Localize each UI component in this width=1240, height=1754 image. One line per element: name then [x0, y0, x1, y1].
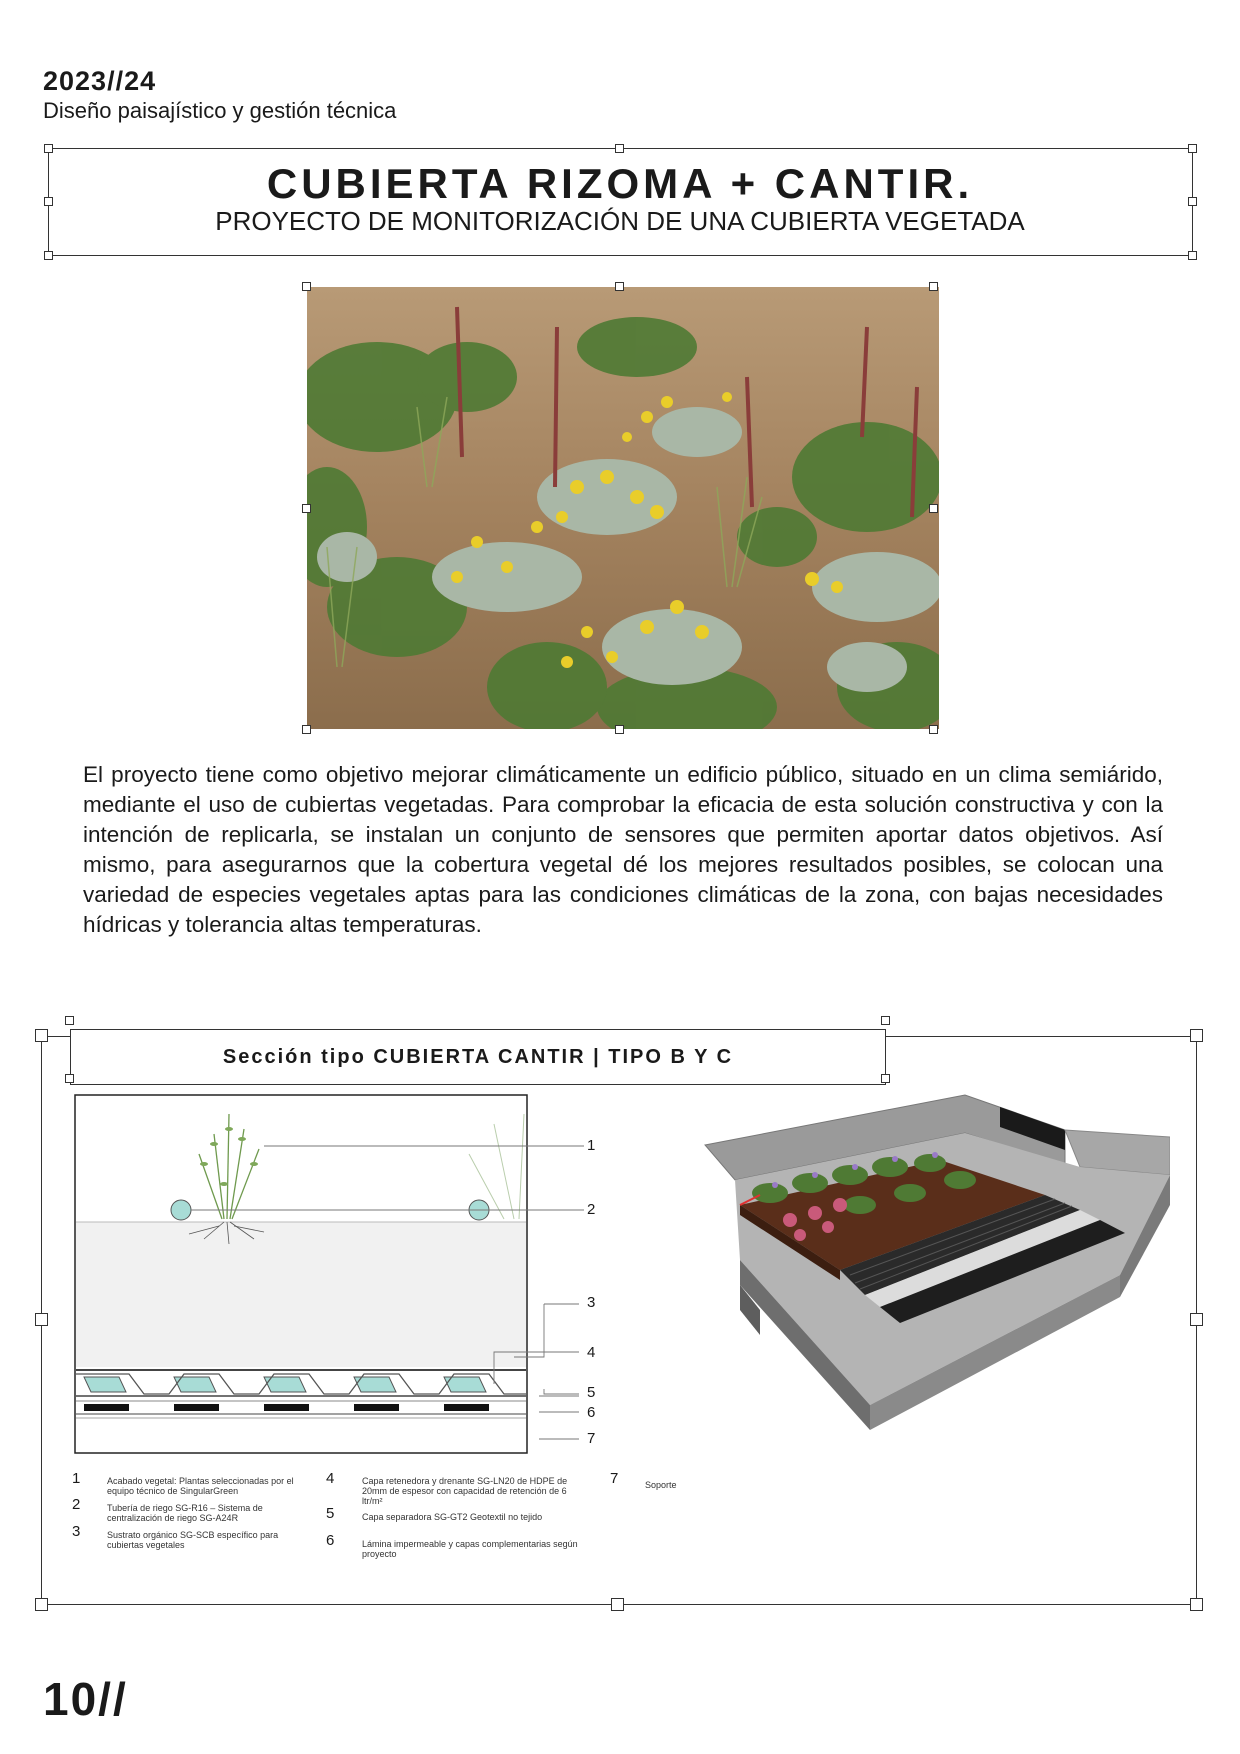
- callout-6: 6: [587, 1404, 596, 1421]
- legend-text-4: Capa retenedora y drenante SG-LN20 de HDPE de 20mm de espesor con capacidad de retención de 6 ltr/m²: [362, 1476, 568, 1506]
- legend-text-2: Tubería de riego SG-R16 – Sistema de centralización de riego SG-A24R: [107, 1503, 263, 1523]
- callout-4: 4: [587, 1344, 596, 1361]
- legend-text-1: Acabado vegetal: Plantas seleccionadas por el equipo técnico de SingularGreen: [107, 1476, 294, 1496]
- legend-num-2: 2: [72, 1496, 81, 1513]
- legend-num-3: 3: [72, 1523, 81, 1540]
- legend-text-5: Capa separadora SG-GT2 Geotextil no tejido: [362, 1512, 543, 1522]
- year-label: 2023//24: [43, 66, 157, 96]
- section-diagram: [74, 1094, 614, 1454]
- legend-num-1: 1: [72, 1470, 81, 1487]
- section-title: Sección tipo CUBIERTA CANTIR | TIPO B Y C: [70, 1029, 886, 1085]
- legend-num-4: 4: [326, 1470, 335, 1487]
- callout-3: 3: [587, 1294, 596, 1311]
- legend-num-5: 5: [326, 1505, 335, 1522]
- course-subject: Diseño paisajístico y gestión técnica: [43, 98, 397, 123]
- legend: [72, 1470, 692, 1570]
- legend-text-7: Soporte: [645, 1480, 677, 1490]
- project-description: El proyecto tiene como objetivo mejorar climáticamente un edificio público, situado en un clima semiárido, mediante el uso de cubiertas vegetadas. Para comprobar la eficacia de esta solución constructiva y con la intención de replicarla, se instalan un conjunto de sensores que permiten aportar datos objetivos. Así mismo, para asegurarnos que la cobertura vegetal dé los mejores resultados posibles, se colocan una variedad de especies vegetales aptas para las condiciones climáticas de la zona, con bajas necesidades hídricas y tolerancia altas temperaturas.: [83, 762, 1163, 937]
- callout-7: 7: [587, 1430, 596, 1447]
- page-subtitle: PROYECTO DE MONITORIZACIÓN DE UNA CUBIERTA VEGETADA: [215, 206, 1025, 236]
- roof-axonometric-render: [700, 1085, 1170, 1435]
- callout-2: 2: [587, 1201, 596, 1218]
- callout-1: 1: [587, 1137, 596, 1154]
- legend-text-6: Lámina impermeable y capas complementarias según proyecto: [362, 1539, 578, 1559]
- legend-num-6: 6: [326, 1532, 335, 1549]
- legend-num-7: 7: [610, 1470, 619, 1487]
- page-number: 10//: [43, 1673, 128, 1725]
- page-title: CUBIERTA RIZOMA + CANTIR.: [266, 160, 974, 207]
- callout-5: 5: [587, 1384, 596, 1401]
- green-roof-photo: [307, 287, 939, 729]
- legend-text-3: Sustrato orgánico SG-SCB específico para cubiertas vegetales: [107, 1530, 279, 1550]
